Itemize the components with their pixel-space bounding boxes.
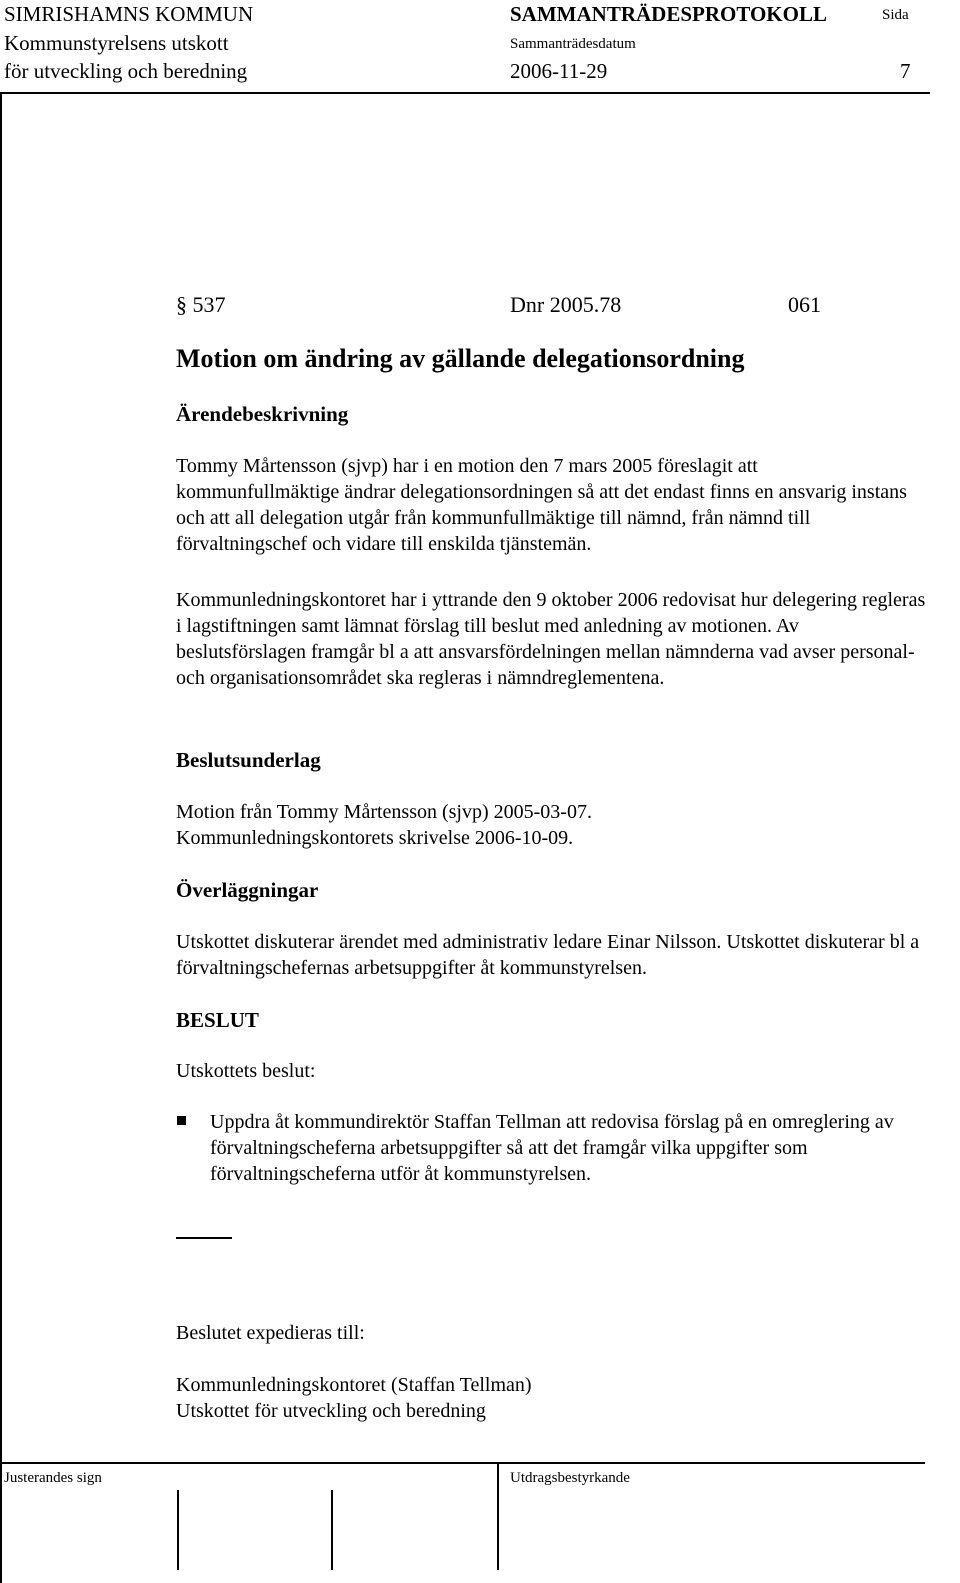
distribution-recipient: Kommunledningskontoret (Staffan Tellman) (176, 1374, 532, 1396)
case-description-paragraph-1: Tommy Mårtensson (sjvp) har i en motion den 7 mars 2005 föreslagit att kommunfullmäktige ändrar delegationsordningen så att det endast finns en ansvarig instans och att all delegation utgår från kommunfullmäktige till nämnd, från nämnd till förvaltningschef och vidare till enskilda tjänstemän. (176, 455, 907, 555)
footer-divider (0, 1462, 925, 1464)
section-title: Motion om ändring av gällande delegationsordning (176, 344, 745, 373)
page-label: Sida (882, 7, 909, 23)
page-number: 7 (900, 59, 911, 83)
paragraph-number: § 537 (176, 292, 226, 317)
left-margin-line (0, 92, 2, 1583)
committee-name-line1: Kommunstyrelsens utskott (4, 31, 229, 55)
decision-heading: BESLUT (176, 1008, 259, 1032)
deliberations-text: Utskottet diskuterar ärendet med administrativ ledare Einar Nilsson. Utskottet diskuterar bl a förvaltningschefernas arbetsuppgifter åt kommunstyrelsen. (176, 931, 920, 979)
decision-bullet-item: Uppdra åt kommundirektör Staffan Tellman att redovisa förslag på en omreglering av förvaltningscheferna arbetsuppgifter så att det framgår vilka uppgifter som förvaltningscheferna utför åt kommunstyrelsen. (210, 1111, 894, 1185)
municipality-name: SIMRISHAMNS KOMMUN (4, 2, 254, 26)
adjuster-signature-label: Justerandes sign (4, 1470, 102, 1486)
square-bullet-icon (177, 1116, 186, 1125)
decision-basis-item: Motion från Tommy Mårtensson (sjvp) 2005-03-07. (176, 801, 592, 823)
committee-name-line2: för utveckling och beredning (4, 59, 248, 83)
signature-box-divider (497, 1462, 499, 1570)
deliberations-heading: Överläggningar (176, 878, 319, 902)
header-divider (0, 92, 930, 94)
case-description-heading: Ärendebeskrivning (176, 402, 349, 426)
meeting-date-label: Sammanträdesdatum (510, 36, 636, 52)
decision-basis-item: Kommunledningskontorets skrivelse 2006-10-09. (176, 827, 574, 849)
case-description-paragraph-2: Kommunledningskontoret har i yttrande den 9 oktober 2006 redovisat hur delegering regleras i lagstiftningen samt lämnat förslag till beslut med anledning av motionen. Av beslutsförslagen framgår bl a att ansvarsfördelningen mellan nämnderna vad avser personal- och organisationsområdet ska regleras i nämndreglementena. (176, 589, 926, 689)
distribution-recipient: Utskottet för utveckling och beredning (176, 1400, 486, 1422)
archive-code: 061 (788, 292, 821, 317)
decision-intro: Utskottets beslut: (176, 1060, 316, 1082)
section-end-rule (176, 1237, 232, 1239)
signature-box-divider (177, 1490, 179, 1570)
distribution-label: Beslutet expedieras till: (176, 1322, 365, 1344)
case-number: Dnr 2005.78 (510, 292, 622, 317)
signature-box-divider (331, 1490, 333, 1570)
decision-basis-heading: Beslutsunderlag (176, 748, 321, 772)
document-type: SAMMANTRÄDESPROTOKOLL (510, 2, 827, 26)
meeting-date: 2006-11-29 (510, 59, 608, 83)
extract-certification-label: Utdragsbestyrkande (510, 1470, 630, 1486)
